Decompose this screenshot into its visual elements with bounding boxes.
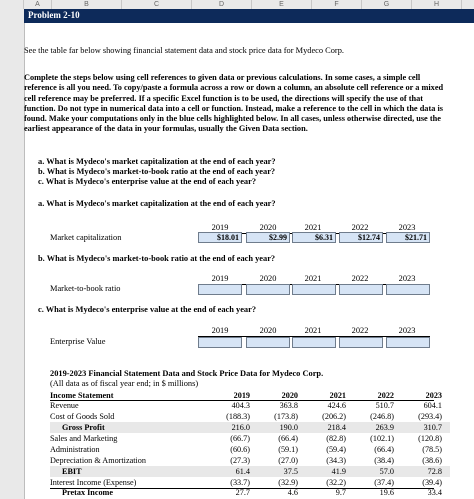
- row-value: 37.5: [283, 467, 298, 476]
- column-header-c[interactable]: C: [122, 0, 192, 9]
- row-value: (102.1): [370, 434, 394, 443]
- row-value: 27.7: [235, 488, 250, 497]
- row-value: (246.8): [370, 412, 394, 421]
- market-to-book-2023-cell[interactable]: [386, 284, 430, 295]
- row-value: (66.7): [230, 434, 250, 443]
- intro-text: See the table far below showing financial statement data and stock price data for Mydeco Corp.: [24, 46, 345, 55]
- market-to-book-2019-cell[interactable]: [198, 284, 242, 295]
- fin-table-subtitle: (All data as of fiscal year end; in $ millions): [50, 379, 199, 388]
- table-row: [50, 466, 450, 477]
- row-value: 363.8: [279, 401, 298, 410]
- fin-year-2023: 2023: [425, 391, 442, 400]
- row-label: Pretax Income: [62, 488, 114, 497]
- section-a-year-2023: 2023: [398, 223, 416, 232]
- section-b-year-2020: 2020: [259, 274, 277, 283]
- section-b-year-2022: 2022: [351, 274, 369, 283]
- row-value: (59.1): [278, 445, 298, 454]
- market-cap-2023-cell[interactable]: $21.71: [386, 232, 430, 243]
- table-row: [50, 444, 450, 455]
- row-value: (78.5): [422, 445, 442, 454]
- row-header-bar: [0, 9, 25, 499]
- row-label: Revenue: [50, 401, 79, 410]
- row-value: (34.3): [326, 456, 346, 465]
- market-cap-2022-cell[interactable]: $12.74: [339, 232, 383, 243]
- column-header-g[interactable]: G: [362, 0, 412, 9]
- section-a-year-2021: 2021: [304, 223, 322, 232]
- table-row: [50, 433, 450, 444]
- column-header-e[interactable]: E: [252, 0, 312, 9]
- column-header-f[interactable]: F: [312, 0, 362, 9]
- row-value: (60.6): [230, 445, 250, 454]
- row-value: (188.3): [226, 412, 250, 421]
- row-value: 218.4: [327, 423, 346, 432]
- column-header-h[interactable]: H: [412, 0, 462, 9]
- row-value: (32.9): [278, 478, 298, 487]
- market-cap-2021-cell[interactable]: $6.31: [292, 232, 336, 243]
- row-value: 41.9: [331, 467, 346, 476]
- row-value: 263.9: [375, 423, 394, 432]
- fin-year-2019: 2019: [233, 391, 250, 400]
- row-value: 33.4: [427, 488, 442, 497]
- table-row: [50, 411, 450, 422]
- row-value: (33.7): [230, 478, 250, 487]
- row-value: (27.0): [278, 456, 298, 465]
- row-value: 4.6: [287, 488, 298, 497]
- market-to-book-label: Market-to-book ratio: [50, 284, 121, 293]
- row-label: Interest Income (Expense): [50, 478, 137, 487]
- enterprise-value-2023-cell[interactable]: [386, 337, 430, 348]
- fin-table-title: 2019-2023 Financial Statement Data and Stock Price Data for Mydeco Corp.: [50, 369, 324, 378]
- row-value: (38.6): [422, 456, 442, 465]
- section-c-year-2023: 2023: [398, 326, 416, 335]
- row-value: (173.8): [274, 412, 298, 421]
- row-value: 310.7: [423, 423, 442, 432]
- section-c-heading: c. What is Mydeco's enterprise value at the end of each year?: [38, 305, 257, 314]
- section-c-year-2020: 2020: [259, 326, 277, 335]
- row-value: 216.0: [231, 423, 250, 432]
- section-c-year-2021: 2021: [304, 326, 322, 335]
- market-to-book-2022-cell[interactable]: [339, 284, 383, 295]
- column-header-a[interactable]: A: [24, 0, 52, 9]
- section-c-year-2019: 2019: [211, 326, 229, 335]
- row-value: 61.4: [235, 467, 250, 476]
- table-row: [50, 487, 450, 498]
- question-a: a. What is Mydeco's market capitalization at the end of each year?: [38, 157, 276, 166]
- column-header-d[interactable]: D: [192, 0, 252, 9]
- problem-title-band: [24, 9, 474, 23]
- row-value: (37.4): [374, 478, 394, 487]
- problem-title: Problem 2-10: [28, 10, 80, 20]
- row-value: (27.3): [230, 456, 250, 465]
- enterprise-value-2021-cell[interactable]: [292, 337, 336, 348]
- section-b-year-2023: 2023: [398, 274, 416, 283]
- fin-year-2020: 2020: [281, 391, 298, 400]
- question-b: b. What is Mydeco's market-to-book ratio at the end of each year?: [38, 167, 276, 176]
- row-value: (293.4): [418, 412, 442, 421]
- row-value: (66.4): [374, 445, 394, 454]
- row-value: 424.6: [327, 401, 346, 410]
- row-value: 604.1: [423, 401, 442, 410]
- fin-year-2022: 2022: [377, 391, 394, 400]
- market-cap-2019-cell[interactable]: $18.01: [198, 232, 242, 243]
- table-row: [50, 400, 450, 411]
- table-row: [50, 422, 450, 433]
- instructions-text: Complete the steps below using cell references to given data or previous calculations. In some cases, a simple cell reference is all you need. To copy/paste a formula across a row or down a column, an absolute cell reference or a mixed cell reference may be preferred. If a specific Excel function is to be used, the directions will specify the use of that function. Do not type in numerical data into a cell or function. Instead, make a reference to the cell in which the data is found. Make your computations only in the blue cells highlighted below. In all cases, unless otherwise directed, use the earliest appearance of the data in your formulas, usually the Given Data section.: [24, 73, 444, 134]
- row-value: (38.4): [374, 456, 394, 465]
- section-a-year-2019: 2019: [211, 223, 229, 232]
- fin-year-2021: 2021: [329, 391, 346, 400]
- table-row: [50, 455, 450, 466]
- row-value: 404.3: [231, 401, 250, 410]
- question-c: c. What is Mydeco's enterprise value at the end of each year?: [38, 177, 257, 186]
- row-value: 510.7: [375, 401, 394, 410]
- row-value: 190.0: [279, 423, 298, 432]
- market-cap-2020-cell[interactable]: $2.99: [246, 232, 290, 243]
- market-to-book-2021-cell[interactable]: [292, 284, 336, 295]
- row-value: (82.8): [326, 434, 346, 443]
- market-to-book-2020-cell[interactable]: [246, 284, 290, 295]
- section-c-year-2022: 2022: [351, 326, 369, 335]
- row-value: 72.8: [427, 467, 442, 476]
- section-a-heading: a. What is Mydeco's market capitalization at the end of each year?: [38, 199, 276, 208]
- section-a-year-2020: 2020: [259, 223, 277, 232]
- row-label: Administration: [50, 445, 100, 454]
- column-header-b[interactable]: B: [52, 0, 122, 9]
- row-label: EBIT: [62, 467, 82, 476]
- row-value: (66.4): [278, 434, 298, 443]
- section-a-year-2022: 2022: [351, 223, 369, 232]
- section-b-year-2019: 2019: [211, 274, 229, 283]
- row-value: 9.7: [335, 488, 346, 497]
- row-value: (32.2): [326, 478, 346, 487]
- row-label: Sales and Marketing: [50, 434, 118, 443]
- row-value: (59.4): [326, 445, 346, 454]
- row-label: Cost of Goods Sold: [50, 412, 115, 421]
- section-b-year-2021: 2021: [304, 274, 322, 283]
- enterprise-value-label: Enterprise Value: [50, 337, 106, 346]
- corner-cell[interactable]: [0, 0, 24, 9]
- enterprise-value-2022-cell[interactable]: [339, 337, 383, 348]
- section-b-heading: b. What is Mydeco's market-to-book ratio at the end of each year?: [38, 254, 276, 263]
- row-label: Depreciation & Amortization: [50, 456, 146, 465]
- row-value: 19.6: [379, 488, 394, 497]
- enterprise-value-2019-cell[interactable]: [198, 337, 242, 348]
- row-value: 57.0: [379, 467, 394, 476]
- row-value: (39.4): [422, 478, 442, 487]
- market-cap-label: Market capitalization: [50, 233, 122, 242]
- row-label: Gross Profit: [62, 423, 105, 432]
- fin-table-header-label: Income Statement: [50, 391, 114, 400]
- enterprise-value-2020-cell[interactable]: [246, 337, 290, 348]
- row-value: (120.8): [418, 434, 442, 443]
- row-value: (206.2): [322, 412, 346, 421]
